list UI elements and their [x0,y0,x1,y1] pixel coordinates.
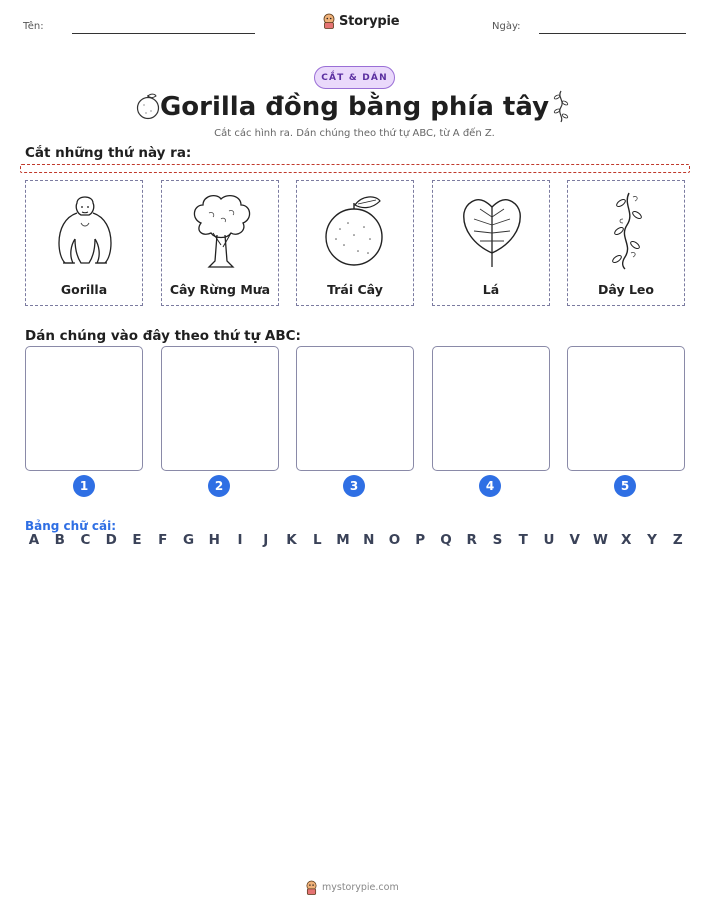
alphabet-letter: J [263,532,269,548]
alphabet-letter: I [237,532,243,548]
alphabet-letter: P [415,532,426,548]
alphabet-letter: Y [647,532,657,548]
gorilla-icon [47,189,123,273]
leaf-icon [454,189,530,273]
alphabet-letter: E [132,532,142,548]
tree-icon [183,189,259,273]
alphabet-letter: V [569,532,580,548]
alphabet-letter: Z [672,532,683,548]
alphabet-letter: Q [440,532,452,548]
date-label: Ngày: [492,21,521,32]
alphabet-letter: R [466,532,477,548]
alphabet-letter: M [336,532,350,548]
date-line [539,33,686,34]
paste-number-5: 5 [614,475,636,497]
alphabet-letter: F [158,532,168,548]
paste-box-3[interactable] [296,346,414,471]
cut-card-vine[interactable] [567,180,685,306]
paste-number-2: 2 [208,475,230,497]
alphabet-letter: N [363,532,375,548]
alphabet-letter: X [621,532,632,548]
paste-box-1[interactable] [25,346,143,471]
alphabet-letter: S [492,532,503,548]
alphabet-letter: L [312,532,322,548]
name-line [72,33,255,34]
cut-line [20,164,690,173]
cut-card-label: Cây Rừng Mưa [169,282,271,297]
alphabet-letter: U [543,532,555,548]
storypie-mascot-icon [305,880,318,895]
alphabet-letter: G [182,532,195,548]
cut-card-label: Trái Cây [327,282,383,297]
alphabet-letter: O [388,532,401,548]
fruit-icon [318,189,394,273]
brand-name: Storypie [339,13,400,29]
cut-card-gorilla[interactable] [25,180,143,306]
vine-title-icon [552,89,570,123]
alphabet-letter: T [518,532,528,548]
alphabet-letter: W [593,532,608,548]
cut-card-label: Lá [482,282,500,297]
cut-card-fruit[interactable] [296,180,414,306]
footer-url: mystorypie.com [322,882,399,893]
storypie-mascot-icon [322,13,336,29]
paste-section-heading: Dán chúng vào đây theo thứ tự ABC: [25,328,301,344]
cut-card-label: Dây Leo [598,282,654,297]
alphabet-letter: A [28,532,40,548]
instructions: Cắt các hình ra. Dán chúng theo thứ tự ABC, từ A đến Z. [214,128,495,139]
cut-section-heading: Cắt những thứ này ra: [25,145,192,161]
paste-box-2[interactable] [161,346,279,471]
paste-number-3: 3 [343,475,365,497]
cut-card-label: Gorilla [60,282,108,297]
page-title: Gorilla đồng bằng phía tây [159,92,550,122]
footer [305,880,399,895]
paste-box-4[interactable] [432,346,550,471]
alphabet-letter: D [105,532,117,548]
alphabet-letter: B [54,532,65,548]
name-label: Tên: [23,21,44,32]
alphabet-heading: Bảng chữ cái: [25,519,117,533]
cut-card-leaf[interactable] [432,180,550,306]
alphabet-letter: K [286,532,297,548]
paste-number-1: 1 [73,475,95,497]
paste-number-4: 4 [479,475,501,497]
brand-logo [322,13,399,29]
alphabet-letter: H [208,532,220,548]
alphabet-row [25,532,687,548]
activity-badge: CẮT & DÁN [314,66,395,89]
alphabet-letter: C [80,532,91,548]
paste-box-5[interactable] [567,346,685,471]
cut-card-tree[interactable] [161,180,279,306]
vine-icon [589,189,665,273]
